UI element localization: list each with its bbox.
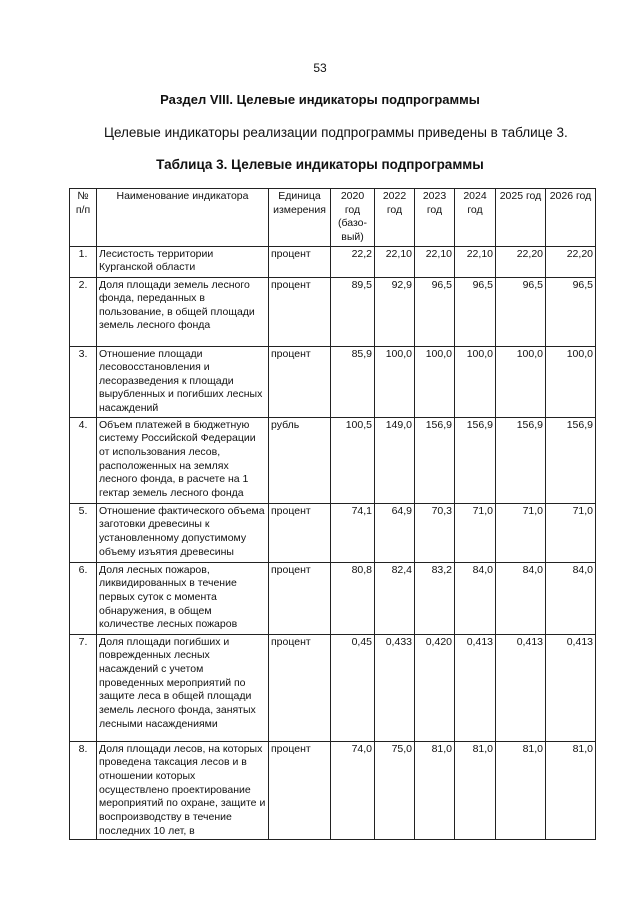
value-2020: 0,45 (331, 634, 375, 741)
value-2024: 22,10 (455, 246, 496, 277)
value-2025: 84,0 (496, 562, 546, 634)
value-2023: 22,10 (415, 246, 455, 277)
value-2025: 81,0 (496, 741, 546, 839)
row-num: 7. (70, 634, 97, 741)
indicator-name: Лесистость территории Курганской области (97, 246, 269, 277)
value-2020: 22,2 (331, 246, 375, 277)
value-2022: 82,4 (375, 562, 415, 634)
value-2022: 92,9 (375, 277, 415, 346)
unit-cell: процент (269, 741, 331, 839)
value-2024: 96,5 (455, 277, 496, 346)
indicator-name: Доля площади лесов, на которых проведена таксация лесов и в отношении которых осуществлено проектирование мероприятий по охране, защите и воспроизводству в течение последних 10 лет, в (97, 741, 269, 839)
unit-cell: процент (269, 562, 331, 634)
value-2020: 74,0 (331, 741, 375, 839)
unit-cell: процент (269, 346, 331, 417)
value-2020: 74,1 (331, 503, 375, 562)
value-2026: 71,0 (546, 503, 596, 562)
row-num: 1. (70, 246, 97, 277)
value-2026: 156,9 (546, 417, 596, 503)
table-row (70, 562, 596, 634)
row-num: 5. (70, 503, 97, 562)
header-num: № п/п (70, 189, 97, 247)
value-2025: 71,0 (496, 503, 546, 562)
table-header-row (70, 189, 596, 247)
header-2025: 2025 год (496, 189, 546, 247)
value-2024: 71,0 (455, 503, 496, 562)
value-2023: 70,3 (415, 503, 455, 562)
indicator-name: Доля площади погибших и поврежденных лесных насаждений с учетом проведенных мероприятий по защите леса в общей площади земель лесного фонда, занятых лесными насаждениями (97, 634, 269, 741)
value-2024: 100,0 (455, 346, 496, 417)
value-2025: 0,413 (496, 634, 546, 741)
header-2024: 2024 год (455, 189, 496, 247)
value-2023: 0,420 (415, 634, 455, 741)
unit-cell: процент (269, 634, 331, 741)
value-2026: 96,5 (546, 277, 596, 346)
value-2022: 22,10 (375, 246, 415, 277)
value-2020: 85,9 (331, 346, 375, 417)
header-2020: 2020 год (базо-вый) (331, 189, 375, 247)
indicator-name: Доля площади земель лесного фонда, переданных в пользование, в общей площади земель лесного фонда (97, 277, 269, 346)
value-2022: 149,0 (375, 417, 415, 503)
value-2022: 100,0 (375, 346, 415, 417)
value-2023: 83,2 (415, 562, 455, 634)
indicators-table (69, 188, 596, 840)
table-row (70, 741, 596, 839)
indicator-name: Отношение площади лесовосстановления и лесоразведения к площади вырубленных и погибших лесных насаждений (97, 346, 269, 417)
value-2020: 80,8 (331, 562, 375, 634)
table-row (70, 634, 596, 741)
value-2023: 156,9 (415, 417, 455, 503)
value-2026: 100,0 (546, 346, 596, 417)
value-2025: 156,9 (496, 417, 546, 503)
row-num: 4. (70, 417, 97, 503)
table-row (70, 277, 596, 346)
table-title: Таблица 3. Целевые индикаторы подпрограммы (156, 157, 484, 172)
value-2022: 64,9 (375, 503, 415, 562)
row-num: 2. (70, 277, 97, 346)
value-2026: 0,413 (546, 634, 596, 741)
value-2025: 96,5 (496, 277, 546, 346)
indicator-name: Объем платежей в бюджетную систему Российской Федерации от использования лесов, расположенных на землях лесного фонда, в расчете на 1 гектар земель лесного фонда (97, 417, 269, 503)
value-2024: 156,9 (455, 417, 496, 503)
header-2022: 2022 год (375, 189, 415, 247)
value-2025: 22,20 (496, 246, 546, 277)
value-2024: 81,0 (455, 741, 496, 839)
value-2026: 84,0 (546, 562, 596, 634)
value-2023: 100,0 (415, 346, 455, 417)
header-unit: Единица измерения (269, 189, 331, 247)
value-2026: 81,0 (546, 741, 596, 839)
table-row (70, 346, 596, 417)
table-row (70, 503, 596, 562)
value-2024: 0,413 (455, 634, 496, 741)
table-row (70, 246, 596, 277)
value-2022: 75,0 (375, 741, 415, 839)
intro-text: Целевые индикаторы реализации подпрограммы приведены в таблице 3. (104, 125, 568, 140)
value-2022: 0,433 (375, 634, 415, 741)
row-num: 6. (70, 562, 97, 634)
value-2023: 81,0 (415, 741, 455, 839)
value-2024: 84,0 (455, 562, 496, 634)
header-name: Наименование индикатора (97, 189, 269, 247)
indicator-name: Отношение фактического объема заготовки древесины к установленному допустимому объему изъятия древесины (97, 503, 269, 562)
unit-cell: процент (269, 503, 331, 562)
indicator-name: Доля лесных пожаров, ликвидированных в течение первых суток с момента обнаружения, в общем количестве лесных пожаров (97, 562, 269, 634)
section-title: Раздел VIII. Целевые индикаторы подпрограммы (160, 92, 480, 107)
value-2020: 89,5 (331, 277, 375, 346)
unit-cell: процент (269, 246, 331, 277)
row-num: 8. (70, 741, 97, 839)
value-2025: 100,0 (496, 346, 546, 417)
page-number: 53 (313, 61, 327, 75)
value-2023: 96,5 (415, 277, 455, 346)
unit-cell: процент (269, 277, 331, 346)
unit-cell: рубль (269, 417, 331, 503)
header-2026: 2026 год (546, 189, 596, 247)
value-2026: 22,20 (546, 246, 596, 277)
header-2023: 2023 год (415, 189, 455, 247)
value-2020: 100,5 (331, 417, 375, 503)
table-row (70, 417, 596, 503)
row-num: 3. (70, 346, 97, 417)
